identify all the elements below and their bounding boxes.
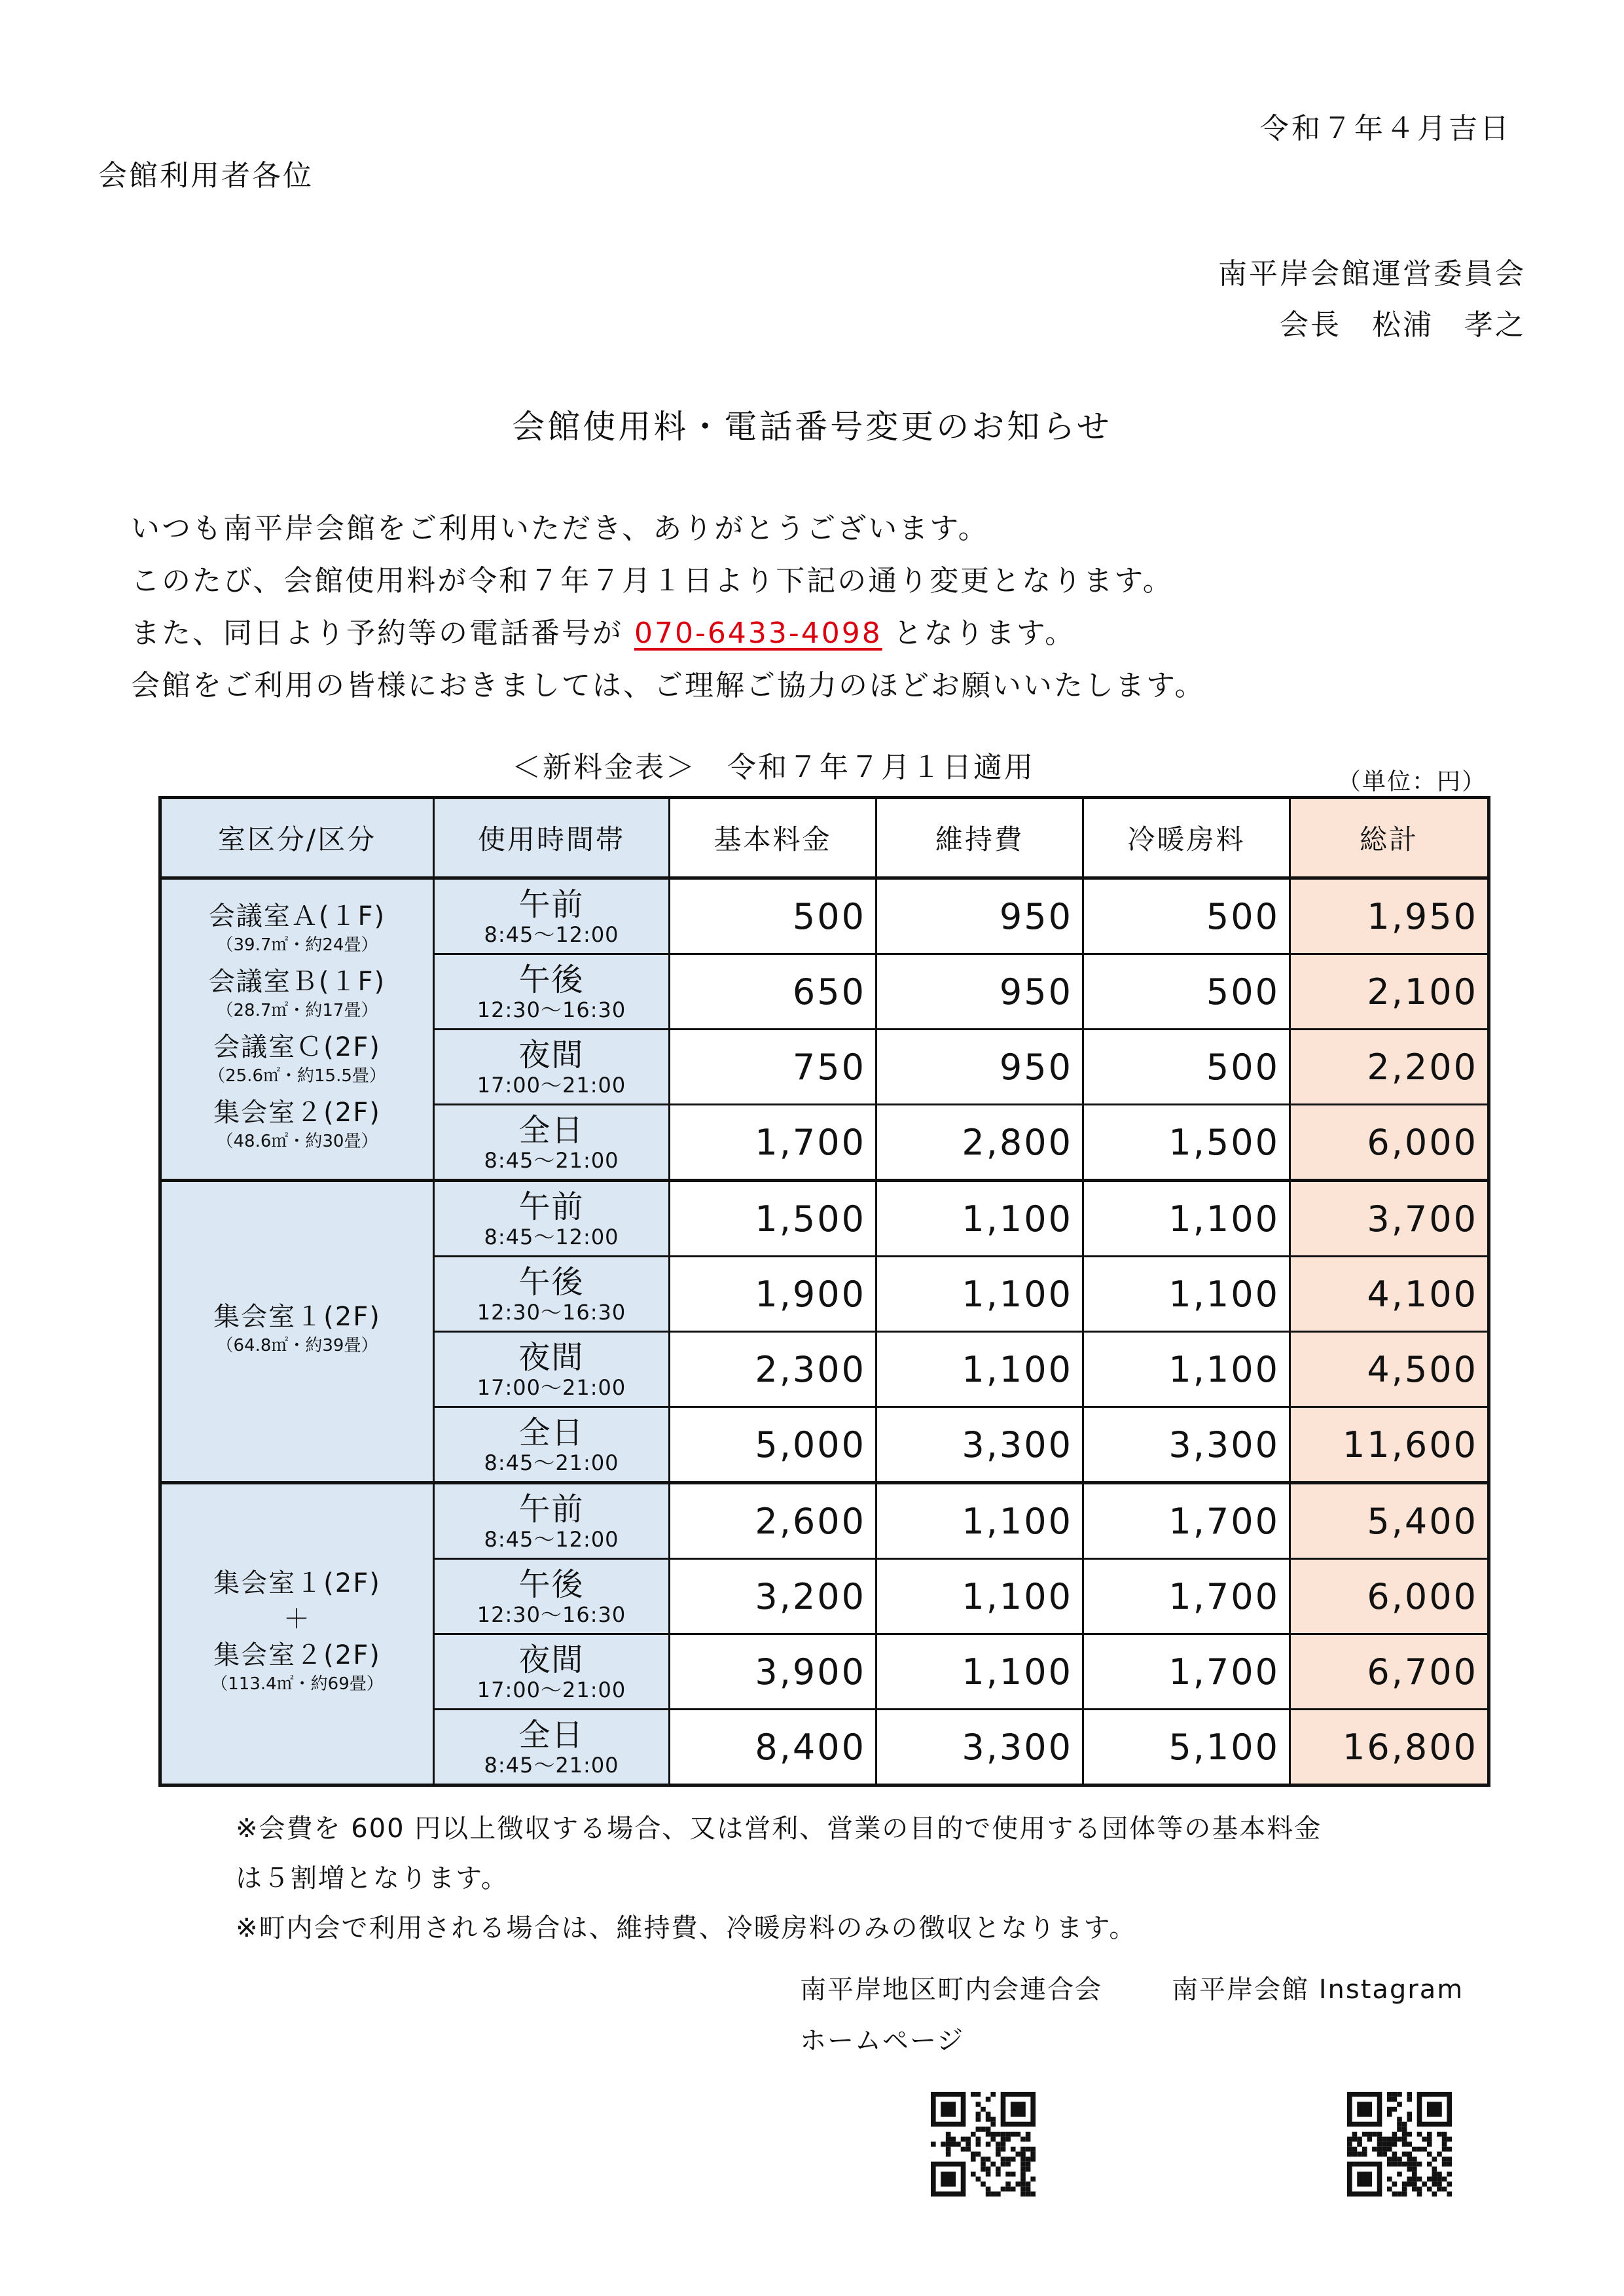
aircon-fee-cell: 500 (1083, 878, 1290, 954)
time-slot-name: 夜間 (518, 1037, 585, 1073)
time-slot-cell (434, 1407, 670, 1483)
time-slot-hours: 8:45～21:00 (484, 1148, 619, 1173)
time-slot-hours: 17:00～21:00 (477, 1677, 626, 1702)
basic-fee-cell: 2,600 (670, 1483, 876, 1559)
total-fee-cell: 4,500 (1290, 1332, 1489, 1407)
time-slot-cell (434, 1332, 670, 1407)
time-slot-hours: 12:30～16:30 (477, 1602, 626, 1627)
time-slot-cell (434, 1257, 670, 1332)
note-surcharge-continued: は５割増となります。 (236, 1863, 509, 1893)
time-slot-name: 全日 (518, 1414, 585, 1451)
basic-fee-cell: 5,000 (670, 1407, 876, 1483)
basic-fee-cell: 8,400 (670, 1710, 876, 1785)
header-aircon: 冷暖房料 (1083, 798, 1290, 878)
aircon-fee-cell: 1,500 (1083, 1105, 1290, 1181)
basic-fee-cell: 1,900 (670, 1257, 876, 1332)
aircon-fee-cell: 1,100 (1083, 1332, 1290, 1407)
basic-fee-cell: 3,200 (670, 1559, 876, 1634)
basic-fee-cell: 650 (670, 954, 876, 1030)
body-line-4: 会館をご利用の皆様におきましては、ご理解ご協力のほどお願いいたします。 (131, 669, 1206, 702)
time-slot-hours: 17:00～21:00 (477, 1073, 626, 1098)
header-basic-fee: 基本料金 (670, 798, 876, 878)
room-area: （28.7㎡・約17畳） (216, 1000, 378, 1020)
maintenance-fee-cell: 2,800 (876, 1105, 1083, 1181)
room-group (160, 1483, 1489, 1785)
aircon-fee-cell: 1,700 (1083, 1634, 1290, 1710)
fee-table (158, 796, 1490, 1787)
room-area: （64.8㎡・約39畳） (216, 1335, 378, 1355)
header-maintenance: 維持費 (876, 798, 1083, 878)
homepage-label-line2: ホームページ (800, 2026, 965, 2056)
maintenance-fee-cell: 3,300 (876, 1710, 1083, 1785)
body-paragraph (131, 503, 1205, 712)
time-slot-name: 午前 (518, 886, 585, 923)
total-fee-cell: 2,200 (1290, 1030, 1489, 1105)
header-time: 使用時間帯 (434, 798, 670, 878)
maintenance-fee-cell: 1,100 (876, 1634, 1083, 1710)
time-slot-cell (434, 878, 670, 954)
room-group (160, 878, 1489, 1181)
room-name: 集会室１(2F) (213, 1568, 381, 1598)
time-slot-hours: 12:30～16:30 (477, 997, 626, 1022)
time-slot-hours: 8:45～21:00 (484, 1450, 619, 1475)
total-fee-cell: 6,000 (1290, 1559, 1489, 1634)
homepage-label: 南平岸地区町内会連合会 (800, 1975, 1102, 2005)
room-name: 会議室Ｃ(2F) (213, 1031, 381, 1062)
basic-fee-cell: 1,500 (670, 1181, 876, 1257)
aircon-fee-cell: 5,100 (1083, 1710, 1290, 1785)
maintenance-fee-cell: 1,100 (876, 1559, 1083, 1634)
total-fee-cell: 11,600 (1290, 1407, 1489, 1483)
room-area: （48.6㎡・約30畳） (216, 1131, 378, 1151)
combined-plus-sign: ＋ (283, 1604, 311, 1634)
maintenance-fee-cell: 1,100 (876, 1332, 1083, 1407)
time-slot-hours: 8:45～12:00 (484, 922, 619, 947)
addressee: 会館利用者各位 (98, 159, 314, 192)
room-name: 集会室２(2F) (213, 1097, 381, 1128)
time-slot-name: 夜間 (518, 1339, 585, 1376)
new-phone-number: 070-6433-4098 (634, 617, 882, 650)
total-fee-cell: 16,800 (1290, 1710, 1489, 1785)
time-slot-hours: 8:45～21:00 (484, 1753, 619, 1778)
aircon-fee-cell: 500 (1083, 1030, 1290, 1105)
note-neighborhood-association: ※町内会で利用される場合は、維持費、冷暖房料のみの徴収となります。 (236, 1913, 1137, 1943)
maintenance-fee-cell: 950 (876, 878, 1083, 954)
time-slot-name: 全日 (518, 1112, 585, 1149)
room-name: 会議室Ｂ(１F) (208, 966, 386, 997)
table-row (160, 878, 1489, 954)
total-fee-cell: 5,400 (1290, 1483, 1489, 1559)
body-line-3-start: また、同日より予約等の電話番号が (131, 617, 623, 650)
time-slot-cell (434, 1181, 670, 1257)
total-fee-cell: 6,000 (1290, 1105, 1489, 1181)
time-slot-name: 午前 (518, 1189, 585, 1225)
time-slot-name: 全日 (518, 1717, 585, 1753)
time-slot-cell (434, 1559, 670, 1634)
basic-fee-cell: 2,300 (670, 1332, 876, 1407)
room-area: （113.4㎡・約69畳） (211, 1674, 384, 1694)
total-fee-cell: 3,700 (1290, 1181, 1489, 1257)
total-fee-cell: 2,100 (1290, 954, 1489, 1030)
qr-code-icon[interactable] (931, 2092, 1036, 2197)
sender-organization: 南平岸会館運営委員会 (1218, 257, 1526, 291)
total-fee-cell: 6,700 (1290, 1634, 1489, 1710)
aircon-fee-cell: 500 (1083, 954, 1290, 1030)
time-slot-hours: 8:45～12:00 (484, 1225, 619, 1249)
time-slot-hours: 12:30～16:30 (477, 1300, 626, 1325)
basic-fee-cell: 500 (670, 878, 876, 954)
time-slot-cell (434, 1105, 670, 1181)
basic-fee-cell: 750 (670, 1030, 876, 1105)
room-area: （25.6㎡・約15.5畳） (208, 1066, 386, 1086)
note-surcharge: ※会費を 600 円以上徴収する場合、又は営利、営業の目的で使用する団体等の基本料金 (236, 1814, 1322, 1844)
table-row (160, 1483, 1489, 1559)
aircon-fee-cell: 1,700 (1083, 1483, 1290, 1559)
issue-date: 令和７年４月吉日 (1260, 112, 1511, 145)
time-slot-name: 午後 (518, 1264, 585, 1300)
time-slot-cell (434, 1030, 670, 1105)
time-slot-name: 午後 (518, 1566, 585, 1603)
time-slot-cell (434, 1710, 670, 1785)
time-slot-cell (434, 954, 670, 1030)
maintenance-fee-cell: 1,100 (876, 1257, 1083, 1332)
unit-label: （単位：円） (1337, 768, 1487, 795)
room-group (160, 1181, 1489, 1483)
basic-fee-cell: 1,700 (670, 1105, 876, 1181)
document-title: 会館使用料・電話番号変更のお知らせ (512, 408, 1112, 446)
maintenance-fee-cell: 1,100 (876, 1181, 1083, 1257)
aircon-fee-cell: 1,700 (1083, 1559, 1290, 1634)
body-line-3 (131, 607, 1205, 660)
room-name: 集会室１(2F) (213, 1301, 381, 1332)
instagram-label: 南平岸会館 Instagram (1172, 1975, 1464, 2005)
room-name: 集会室２(2F) (213, 1640, 381, 1670)
time-slot-name: 夜間 (518, 1641, 585, 1678)
total-fee-cell: 1,950 (1290, 878, 1489, 954)
time-slot-cell (434, 1483, 670, 1559)
time-slot-name: 午前 (518, 1491, 585, 1528)
maintenance-fee-cell: 1,100 (876, 1483, 1083, 1559)
aircon-fee-cell: 1,100 (1083, 1257, 1290, 1332)
header-room: 室区分/区分 (160, 798, 434, 878)
room-area: （39.7㎡・約24畳） (216, 935, 378, 955)
body-line-2: このたび、会館使用料が令和７年７月１日より下記の通り変更となります。 (131, 564, 1174, 598)
aircon-fee-cell: 1,100 (1083, 1181, 1290, 1257)
body-line-3-end: となります。 (893, 617, 1076, 650)
maintenance-fee-cell: 950 (876, 1030, 1083, 1105)
time-slot-cell (434, 1634, 670, 1710)
fee-table-header-row (160, 798, 1489, 878)
table-row (160, 1181, 1489, 1257)
sender-chairperson: 会長 松浦 孝之 (1280, 308, 1526, 342)
maintenance-fee-cell: 3,300 (876, 1407, 1083, 1483)
header-total: 総計 (1290, 798, 1489, 878)
time-slot-name: 午後 (518, 961, 585, 998)
time-slot-hours: 17:00～21:00 (477, 1375, 626, 1400)
room-cell (160, 878, 434, 1181)
aircon-fee-cell: 3,300 (1083, 1407, 1290, 1483)
fee-table-heading: ＜新料金表＞ 令和７年７月１日適用 (512, 751, 1035, 784)
room-name: 会議室Ａ(１F) (208, 901, 386, 931)
body-line-1: いつも南平岸会館をご利用いただき、ありがとうございます。 (131, 512, 989, 545)
room-cell (160, 1181, 434, 1483)
maintenance-fee-cell: 950 (876, 954, 1083, 1030)
time-slot-hours: 8:45～12:00 (484, 1527, 619, 1552)
room-cell (160, 1483, 434, 1785)
qr-code-icon[interactable] (1347, 2092, 1452, 2197)
basic-fee-cell: 3,900 (670, 1634, 876, 1710)
total-fee-cell: 4,100 (1290, 1257, 1489, 1332)
